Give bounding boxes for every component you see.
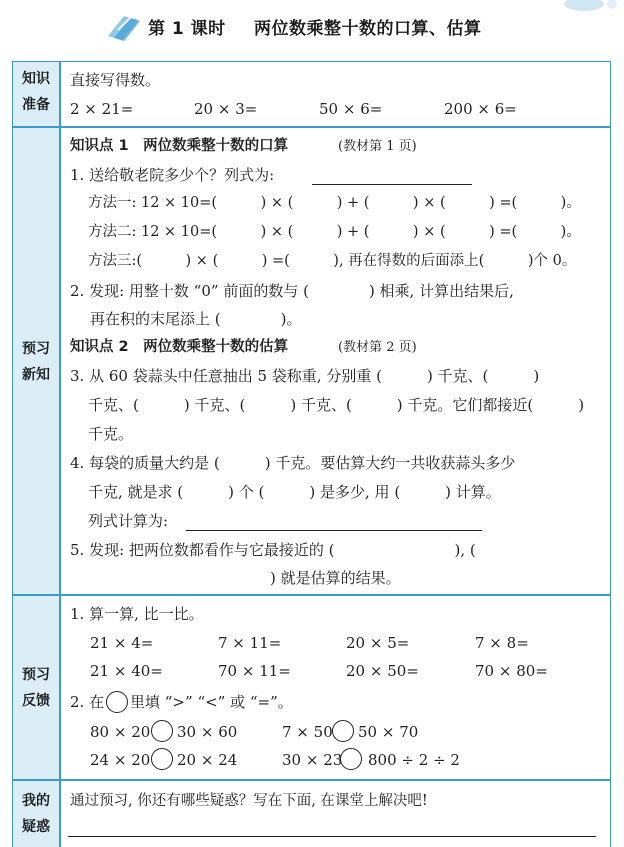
compare-left: 80 × 20 [90,723,151,741]
calc-item: 20 × 3= [194,100,258,118]
row-divider [12,126,611,128]
question-5-line-2: ) 就是估算的结果。 [180,569,401,587]
calc-item: 21 × 40= [90,662,163,680]
questions-prompt: 通过预习, 你还有哪些疑惑？写在下面, 在课堂上解决吧! [70,793,428,809]
question-4-line-2: 千克, 就是求 ( ) 个 ( ) 是多少, 用 ( ) 计算。 [88,483,501,501]
question-3-line-2: 千克、( ) 千克、( ) 千克、( ) 千克。它们都接近( ) [88,396,585,414]
column-divider [59,61,61,847]
section-label-knowledge-prep: 知识 准备 [22,71,50,113]
method-3: 方法三:( ) × ( ) =( ), 再在得数的后面添上( )个 0。 [88,253,577,269]
calc-item: 2 × 21= [70,100,134,118]
compare-left: 7 × 50 [282,723,333,741]
calc-item: 20 × 5= [346,634,410,652]
section-label-preview-new: 预习 新知 [22,341,50,383]
compare-right: 800 ÷ 2 ÷ 2 [368,751,460,769]
method-1: 方法一: 12 × 10=( ) × ( ) + ( ) × ( ) =( )。 [88,195,581,211]
compare-left: 30 × 23 [282,751,343,769]
knowledge-point-1-title: 知识点 1 两位数乘整十数的口算 [70,138,289,154]
compare-left: 24 × 20 [90,751,151,769]
book-pen-icon [104,10,144,42]
writing-line[interactable] [68,836,596,837]
calc-item: 200 × 6= [444,100,517,118]
bubbles-decoration-icon [554,0,624,16]
question-1: 1. 送给敬老院多少个？列式为: [70,166,275,184]
method-2: 方法二: 12 × 10=( ) × ( ) + ( ) × ( ) =( )。 [88,224,581,240]
question-5-line-1: 5. 发现: 把两位数都看作与它最接近的 ( ), ( [70,541,476,559]
compare-answer-circle[interactable] [151,748,173,770]
compare-circle-icon [106,691,128,713]
question-2-line-1: 2. 发现: 用整十数 “0” 前面的数与 ( ) 相乘, 计算出结果后, [70,282,514,300]
question-4-line-1: 4. 每袋的质量大约是 ( ) 千克。要估算大约一共收获蒜头多少 [70,454,516,472]
question-2-line-2: 再在积的末尾添上 ( )。 [90,310,302,328]
question-3-line-3: 千克。 [88,425,134,443]
calc-item: 70 × 80= [475,662,548,680]
calc-item: 7 × 8= [475,634,529,652]
calc-item: 70 × 11= [218,662,291,680]
question-3-line-1: 3. 从 60 袋蒜头中任意抽出 5 袋称重, 分别重 ( ) 千克、( ) [70,367,540,385]
calc-item: 21 × 4= [90,634,154,652]
compare-right: 30 × 60 [177,723,238,741]
row-divider [12,779,611,781]
knowledge-point-2-title: 知识点 2 两位数乘整十数的估算 [70,339,289,355]
feedback-question-2-text: 里填 “>” “<” 或 “=”。 [130,693,293,711]
textbook-reference: (教材第 2 页) [338,340,417,355]
compare-right: 20 × 24 [177,751,238,769]
answer-line[interactable] [312,184,472,185]
compare-answer-circle[interactable] [332,720,354,742]
compare-answer-circle[interactable] [340,748,362,770]
row-divider [12,594,611,596]
compare-right: 50 × 70 [358,723,419,741]
page-title: 两位数乘整十数的口算、估算 [254,19,482,39]
page-header [0,0,624,58]
feedback-question-1: 1. 算一算, 比一比。 [70,605,204,623]
feedback-question-2-prefix: 2. 在 [70,693,105,711]
section-label-my-questions: 我的 疑惑 [22,793,50,835]
instruction-text: 直接写得数。 [70,71,161,89]
calc-item: 20 × 50= [346,662,419,680]
section-label-preview-feedback: 预习 反馈 [22,667,50,709]
compare-answer-circle[interactable] [151,720,173,742]
question-4-line-3: 列式计算为: [88,512,169,530]
calc-item: 7 × 11= [218,634,282,652]
textbook-reference: (教材第 1 页) [338,139,417,154]
answer-line[interactable] [186,530,482,531]
calc-item: 50 × 6= [319,100,383,118]
lesson-number: 第 1 课时 [148,19,226,39]
